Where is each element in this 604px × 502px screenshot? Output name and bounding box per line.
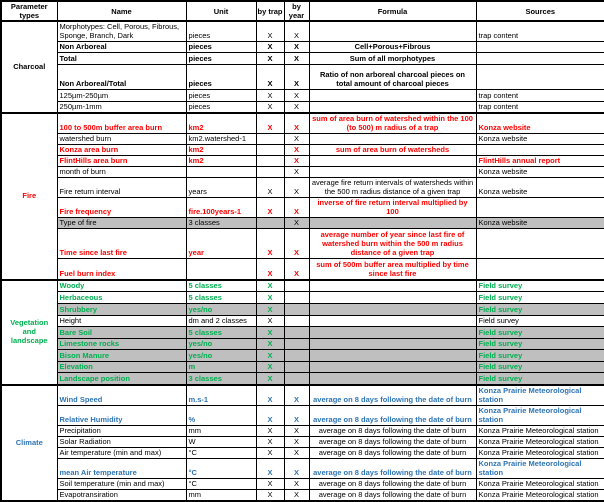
cell-source: Field survey: [476, 339, 604, 350]
cell-source: Field survey: [476, 327, 604, 339]
cell-by-trap: X: [256, 447, 284, 458]
cell-name: Solar Radiation: [57, 436, 186, 447]
cell-unit: m.s-1: [186, 385, 256, 406]
cell-unit: mm: [186, 425, 256, 436]
cell-by-trap: X: [256, 90, 284, 102]
table-row: [1, 327, 604, 339]
cell-name: Woody: [57, 280, 186, 292]
cell-name: Non Arboreal/Total: [57, 65, 186, 90]
cell-formula: average on 8 days following the date of burn: [309, 478, 476, 489]
cell-source: trap content: [476, 90, 604, 102]
cell-source: Konza Prairie Meteorological station: [476, 447, 604, 458]
cell-name: Elevation: [57, 362, 186, 373]
cell-unit: %: [186, 405, 256, 425]
cell-name: Air temperature (min and max): [57, 447, 186, 458]
cell-by-year: [284, 304, 309, 316]
column-header-4: by year: [284, 1, 309, 21]
cell-by-year: X: [284, 478, 309, 489]
cell-source: Konza Prairie Meteorological station: [476, 436, 604, 447]
cell-by-year: [284, 292, 309, 304]
cell-by-year: X: [284, 489, 309, 501]
table-row: [1, 316, 604, 327]
cell-by-year: X: [284, 218, 309, 229]
table-row: [1, 198, 604, 218]
table-body: [1, 21, 604, 501]
cell-source: Konza Prairie Meteorological station: [476, 478, 604, 489]
cell-by-year: X: [284, 178, 309, 198]
cell-by-trap: [256, 218, 284, 229]
table-row: [1, 42, 604, 53]
cell-by-trap: X: [256, 458, 284, 478]
cell-name: 125µm-250µm: [57, 90, 186, 102]
cell-formula: Cell+Porous+Fibrous: [309, 42, 476, 53]
cell-by-trap: X: [256, 229, 284, 259]
cell-by-year: [284, 373, 309, 385]
table-row: [1, 478, 604, 489]
cell-unit: pieces: [186, 65, 256, 90]
section-label-3: Climate: [1, 385, 57, 501]
cell-source: Konza website: [476, 218, 604, 229]
cell-formula: average on 8 days following the date of burn: [309, 447, 476, 458]
section-label-0: Charcoal: [1, 21, 57, 113]
cell-name: Bare Soil: [57, 327, 186, 339]
cell-by-year: [284, 339, 309, 350]
table-row: [1, 90, 604, 102]
cell-unit: km2.watershed-1: [186, 134, 256, 145]
cell-by-year: [284, 362, 309, 373]
cell-formula: [309, 350, 476, 362]
cell-unit: 3 classes: [186, 218, 256, 229]
cell-formula: [309, 316, 476, 327]
cell-by-trap: X: [256, 350, 284, 362]
cell-unit: pieces: [186, 90, 256, 102]
cell-name: Shrubbery: [57, 304, 186, 316]
cell-by-trap: X: [256, 42, 284, 53]
cell-unit: °C: [186, 458, 256, 478]
cell-unit: °C: [186, 478, 256, 489]
table-row: [1, 229, 604, 259]
cell-formula: [309, 102, 476, 114]
cell-by-trap: X: [256, 21, 284, 42]
cell-unit: km2: [186, 113, 256, 134]
cell-source: Konza Prairie Meteorological station: [476, 385, 604, 406]
cell-name: 100 to 500m buffer area burn: [57, 113, 186, 134]
cell-name: Precipitation: [57, 425, 186, 436]
cell-by-trap: X: [256, 436, 284, 447]
cell-source: Konza website: [476, 178, 604, 198]
table-row: [1, 339, 604, 350]
cell-unit: [186, 167, 256, 178]
cell-unit: 5 classes: [186, 292, 256, 304]
cell-formula: sum of area burn of watersheds: [309, 145, 476, 156]
cell-unit: km2: [186, 145, 256, 156]
cell-by-trap: X: [256, 304, 284, 316]
cell-source: Konza Prairie Meteorological station: [476, 425, 604, 436]
cell-by-trap: X: [256, 362, 284, 373]
cell-source: trap content: [476, 102, 604, 114]
cell-by-year: X: [284, 385, 309, 406]
cell-by-trap: [256, 156, 284, 167]
column-header-5: Formula: [309, 1, 476, 21]
cell-by-trap: X: [256, 198, 284, 218]
table-row: [1, 102, 604, 114]
cell-source: Field survey: [476, 304, 604, 316]
table-row: [1, 280, 604, 292]
cell-formula: Ratio of non arboreal charcoal pieces on total amount of charcoal pieces: [309, 65, 476, 90]
cell-by-trap: X: [256, 292, 284, 304]
cell-source: [476, 145, 604, 156]
table-row: [1, 145, 604, 156]
cell-by-year: X: [284, 198, 309, 218]
cell-name: watershed burn: [57, 134, 186, 145]
cell-unit: [186, 259, 256, 280]
cell-by-year: X: [284, 447, 309, 458]
column-header-3: by trap: [256, 1, 284, 21]
cell-name: 250µm-1mm: [57, 102, 186, 114]
cell-by-year: X: [284, 458, 309, 478]
cell-source: [476, 65, 604, 90]
cell-formula: [309, 21, 476, 42]
cell-name: Non Arboreal: [57, 42, 186, 53]
cell-unit: pieces: [186, 53, 256, 65]
cell-by-year: [284, 280, 309, 292]
cell-by-year: X: [284, 90, 309, 102]
section-label-2: Vegetation and landscape: [1, 280, 57, 385]
cell-by-year: X: [284, 21, 309, 42]
table-row: [1, 134, 604, 145]
cell-name: Type of fire: [57, 218, 186, 229]
cell-by-trap: X: [256, 113, 284, 134]
column-header-2: Unit: [186, 1, 256, 21]
cell-source: trap content: [476, 21, 604, 42]
cell-name: Fire frequency: [57, 198, 186, 218]
cell-by-trap: X: [256, 425, 284, 436]
table-row: [1, 385, 604, 406]
cell-source: Field survey: [476, 350, 604, 362]
cell-by-year: X: [284, 102, 309, 114]
cell-unit: km2: [186, 156, 256, 167]
cell-formula: [309, 362, 476, 373]
cell-by-trap: X: [256, 489, 284, 501]
cell-source: Field survey: [476, 316, 604, 327]
section-label-1: Fire: [1, 113, 57, 280]
cell-unit: W: [186, 436, 256, 447]
cell-unit: dm and 2 classes: [186, 316, 256, 327]
cell-source: Field survey: [476, 373, 604, 385]
table-row: [1, 21, 604, 42]
cell-by-year: [284, 316, 309, 327]
cell-formula: sum of 500m buffer area multiplied by time since last fire: [309, 259, 476, 280]
cell-by-year: X: [284, 42, 309, 53]
cell-formula: average on 8 days following the date of burn: [309, 385, 476, 406]
cell-name: Fire return interval: [57, 178, 186, 198]
cell-unit: mm: [186, 489, 256, 501]
cell-source: Konza Prairie Meteorological station: [476, 489, 604, 501]
cell-name: Relative Humidity: [57, 405, 186, 425]
table-row: [1, 292, 604, 304]
table-row: [1, 178, 604, 198]
cell-unit: yes/no: [186, 350, 256, 362]
table-row: [1, 436, 604, 447]
cell-by-trap: X: [256, 478, 284, 489]
column-header-1: Name: [57, 1, 186, 21]
cell-name: Konza area burn: [57, 145, 186, 156]
cell-name: Herbaceous: [57, 292, 186, 304]
cell-unit: 3 classes: [186, 373, 256, 385]
cell-name: Evapotransiration: [57, 489, 186, 501]
cell-source: Konza Prairie Meteorological station: [476, 458, 604, 478]
cell-formula: average number of year since last fire of watershed burn within the 500 m radius distance of a given trap: [309, 229, 476, 259]
cell-unit: years: [186, 178, 256, 198]
cell-unit: pieces: [186, 42, 256, 53]
cell-by-trap: X: [256, 102, 284, 114]
cell-by-trap: X: [256, 327, 284, 339]
cell-formula: [309, 134, 476, 145]
cell-by-year: [284, 350, 309, 362]
cell-by-year: X: [284, 53, 309, 65]
cell-unit: yes/no: [186, 339, 256, 350]
table-row: [1, 156, 604, 167]
cell-formula: [309, 304, 476, 316]
table-row: [1, 53, 604, 65]
cell-by-year: X: [284, 405, 309, 425]
cell-source: Field survey: [476, 362, 604, 373]
cell-source: [476, 53, 604, 65]
cell-unit: 5 classes: [186, 280, 256, 292]
cell-formula: average on 8 days following the date of burn: [309, 436, 476, 447]
cell-name: Bison Manure: [57, 350, 186, 362]
cell-source: Konza website: [476, 167, 604, 178]
cell-by-trap: [256, 134, 284, 145]
cell-by-year: X: [284, 156, 309, 167]
table-header: [1, 1, 604, 21]
cell-formula: [309, 327, 476, 339]
table-row: [1, 458, 604, 478]
cell-by-trap: X: [256, 405, 284, 425]
cell-unit: yes/no: [186, 304, 256, 316]
cell-source: [476, 42, 604, 53]
cell-unit: pieces: [186, 102, 256, 114]
cell-by-year: X: [284, 436, 309, 447]
cell-source: Konza website: [476, 113, 604, 134]
table-row: [1, 362, 604, 373]
cell-name: Wind Speed: [57, 385, 186, 406]
cell-source: [476, 229, 604, 259]
cell-name: month of burn: [57, 167, 186, 178]
column-header-0: Parameter types: [1, 1, 57, 21]
cell-formula: average fire return intervals of watersheds within the 500 m radius distance of a given trap: [309, 178, 476, 198]
header-row: [1, 1, 604, 21]
table-row: [1, 167, 604, 178]
cell-by-trap: X: [256, 65, 284, 90]
cell-name: Landscape position: [57, 373, 186, 385]
cell-by-trap: X: [256, 178, 284, 198]
cell-source: Konza website: [476, 134, 604, 145]
cell-unit: pieces: [186, 21, 256, 42]
cell-formula: [309, 90, 476, 102]
cell-unit: year: [186, 229, 256, 259]
cell-by-year: X: [284, 259, 309, 280]
cell-source: Field survey: [476, 292, 604, 304]
cell-unit: fire.100years-1: [186, 198, 256, 218]
cell-by-trap: X: [256, 316, 284, 327]
cell-by-trap: X: [256, 53, 284, 65]
cell-by-year: X: [284, 145, 309, 156]
cell-by-year: X: [284, 229, 309, 259]
cell-name: Fuel burn index: [57, 259, 186, 280]
table-row: [1, 405, 604, 425]
cell-name: FlintHills area burn: [57, 156, 186, 167]
cell-by-year: X: [284, 134, 309, 145]
cell-formula: Sum of all morphotypes: [309, 53, 476, 65]
table-row: [1, 65, 604, 90]
table-row: [1, 259, 604, 280]
cell-source: Field survey: [476, 280, 604, 292]
cell-by-year: X: [284, 65, 309, 90]
cell-by-trap: X: [256, 339, 284, 350]
cell-unit: 5 classes: [186, 327, 256, 339]
cell-by-trap: X: [256, 280, 284, 292]
cell-name: mean Air temperature: [57, 458, 186, 478]
cell-by-trap: X: [256, 259, 284, 280]
cell-formula: inverse of fire return interval multiplied by 100: [309, 198, 476, 218]
cell-by-trap: X: [256, 385, 284, 406]
cell-source: Konza Prairie Meteorological station: [476, 405, 604, 425]
cell-formula: sum of area burn of watershed within the 100 (to 500) m radius of a trap: [309, 113, 476, 134]
cell-by-year: [284, 327, 309, 339]
table-row: [1, 304, 604, 316]
column-header-6: Sources: [476, 1, 604, 21]
cell-formula: [309, 280, 476, 292]
cell-formula: [309, 373, 476, 385]
cell-by-year: X: [284, 425, 309, 436]
cell-by-year: X: [284, 167, 309, 178]
cell-name: Soil temperature (min and max): [57, 478, 186, 489]
table-row: [1, 373, 604, 385]
table-row: [1, 218, 604, 229]
table-row: [1, 113, 604, 134]
table-row: [1, 489, 604, 501]
cell-source: [476, 198, 604, 218]
cell-formula: average on 8 days following the date of burn: [309, 425, 476, 436]
cell-name: Total: [57, 53, 186, 65]
table-row: [1, 447, 604, 458]
cell-formula: [309, 167, 476, 178]
cell-name: Morphotypes: Cell, Porous, Fibrous, Sponge, Branch, Dark: [57, 21, 186, 42]
cell-by-trap: [256, 167, 284, 178]
cell-name: Time since last fire: [57, 229, 186, 259]
cell-source: [476, 259, 604, 280]
cell-formula: average on 8 days following the date of burn: [309, 405, 476, 425]
cell-formula: [309, 156, 476, 167]
cell-formula: [309, 339, 476, 350]
cell-name: Limestone rocks: [57, 339, 186, 350]
cell-unit: °C: [186, 447, 256, 458]
cell-formula: [309, 218, 476, 229]
cell-formula: average on 8 days following the date of burn: [309, 458, 476, 478]
cell-by-trap: X: [256, 373, 284, 385]
cell-unit: m: [186, 362, 256, 373]
cell-name: Height: [57, 316, 186, 327]
cell-by-trap: [256, 145, 284, 156]
cell-formula: average on 8 days following the date of burn: [309, 489, 476, 501]
cell-by-year: X: [284, 113, 309, 134]
cell-source: FlintHills annual report: [476, 156, 604, 167]
cell-formula: [309, 292, 476, 304]
table-row: [1, 350, 604, 362]
